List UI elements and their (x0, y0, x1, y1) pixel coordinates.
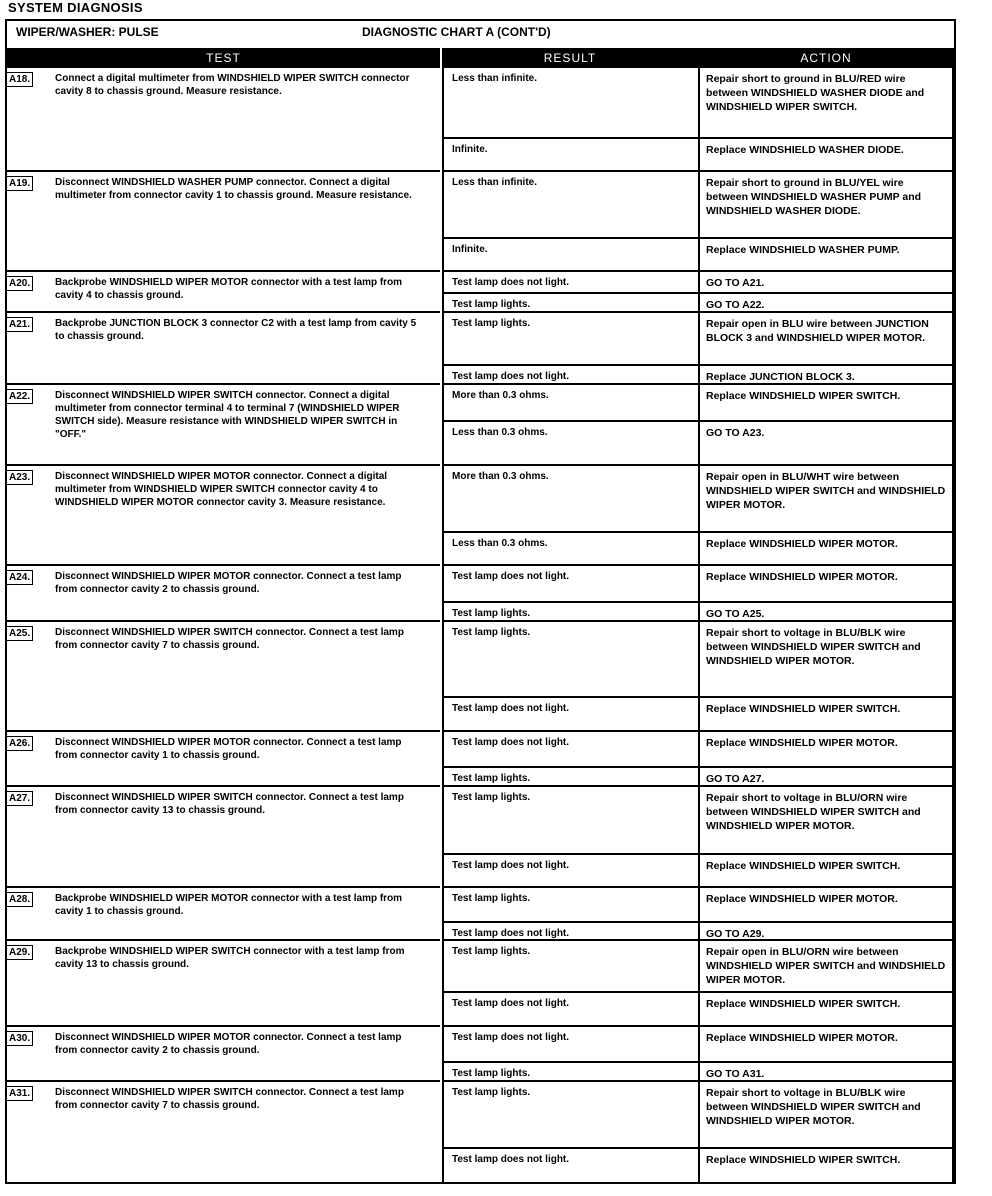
test-instruction: Disconnect WINDSHIELD WIPER MOTOR connector. Connect a test lamp from connector cavity 2 to chassis ground. (55, 1032, 402, 1056)
result-cell: Test lamp does not light. (442, 923, 698, 941)
test-step (7, 566, 440, 622)
step-id: A26. (7, 736, 33, 751)
action-cell: Replace WINDSHIELD WIPER SWITCH. (698, 698, 954, 732)
test-step (7, 466, 440, 566)
action-cell: GO TO A27. (698, 768, 954, 787)
test-instruction: Disconnect WINDSHIELD WIPER SWITCH connector. Connect a digital multimeter from connector terminal 4 to terminal 7 (WINDSHIELD WIPER SWITCH side). Measure resistance with WINDSHIELD WIPER SWITCH in "OFF." (55, 390, 400, 440)
action-cell: Replace WINDSHIELD WASHER DIODE. (698, 139, 954, 172)
action-cell: Repair short to voltage in BLU/BLK wire between WINDSHIELD WIPER SWITCH and WINDSHIELD WIPER MOTOR. (698, 622, 954, 698)
test-instruction: Disconnect WINDSHIELD WIPER MOTOR connector. Connect a test lamp from connector cavity 1 to chassis ground. (55, 737, 402, 761)
action-cell: Repair short to ground in BLU/YEL wire between WINDSHIELD WASHER PUMP and WINDSHIELD WASHER DIODE. (698, 172, 954, 239)
result-cell: Test lamp does not light. (442, 366, 698, 385)
result-cell: Less than infinite. (442, 172, 698, 239)
step-id: A27. (7, 791, 33, 806)
result-cell: Test lamp lights. (442, 768, 698, 787)
action-cell: Replace WINDSHIELD WIPER MOTOR. (698, 566, 954, 603)
step-id: A29. (7, 945, 33, 960)
action-cell: Repair short to voltage in BLU/BLK wire between WINDSHIELD WIPER SWITCH and WINDSHIELD WIPER MOTOR. (698, 1082, 954, 1149)
test-instruction: Backprobe WINDSHIELD WIPER MOTOR connector with a test lamp from cavity 1 to chassis ground. (55, 893, 403, 917)
action-cell: Repair open in BLU wire between JUNCTION BLOCK 3 and WINDSHIELD WIPER MOTOR. (698, 313, 954, 366)
step-id: A22. (7, 389, 33, 404)
result-cell: Test lamp lights. (442, 1063, 698, 1082)
action-cell: GO TO A21. (698, 272, 954, 294)
test-instruction: Connect a digital multimeter from WINDSHIELD WIPER SWITCH connector cavity 8 to chassis ground. Measure resistance. (55, 73, 410, 97)
result-cell: Infinite. (442, 139, 698, 172)
step-id: A31. (7, 1086, 33, 1101)
column-header-result: RESULT (442, 48, 698, 68)
step-id: A20. (7, 276, 33, 291)
result-cell: More than 0.3 ohms. (442, 466, 698, 533)
action-cell: Replace WINDSHIELD WIPER MOTOR. (698, 888, 954, 923)
test-step (7, 787, 440, 888)
result-cell: Test lamp lights. (442, 941, 698, 993)
step-id: A28. (7, 892, 33, 907)
action-cell: Repair short to ground in BLU/RED wire between WINDSHIELD WASHER DIODE and WINDSHIELD WIPER SWITCH. (698, 68, 954, 139)
result-cell: Test lamp does not light. (442, 1027, 698, 1063)
result-cell: Test lamp does not light. (442, 566, 698, 603)
column-header-action: ACTION (698, 48, 954, 68)
action-cell: GO TO A22. (698, 294, 954, 313)
step-id: A24. (7, 570, 33, 585)
result-cell: Less than infinite. (442, 68, 698, 139)
action-cell: Replace JUNCTION BLOCK 3. (698, 366, 954, 385)
test-instruction: Disconnect WINDSHIELD WIPER SWITCH connector. Connect a test lamp from connector cavity 13 to chassis ground. (55, 792, 404, 816)
action-cell: Replace WINDSHIELD WIPER MOTOR. (698, 533, 954, 566)
test-instruction: Disconnect WINDSHIELD WIPER MOTOR connector. Connect a digital multimeter from WINDSHIELD WIPER SWITCH connector cavity 4 to WINDSHIELD WIPER MOTOR connector cavity 3. Measure resistance. (55, 471, 388, 508)
action-cell: Replace WINDSHIELD WIPER MOTOR. (698, 1027, 954, 1063)
test-instruction: Disconnect WINDSHIELD WIPER MOTOR connector. Connect a test lamp from connector cavity 2 to chassis ground. (55, 571, 402, 595)
action-cell: Replace WINDSHIELD WIPER SWITCH. (698, 1149, 954, 1184)
result-cell: Test lamp lights. (442, 888, 698, 923)
test-step (7, 68, 440, 172)
system-name: WIPER/WASHER: PULSE (16, 25, 159, 39)
test-step (7, 1082, 440, 1184)
result-cell: Test lamp does not light. (442, 732, 698, 768)
action-cell: Repair short to voltage in BLU/ORN wire between WINDSHIELD WIPER SWITCH and WINDSHIELD WIPER MOTOR. (698, 787, 954, 855)
action-cell: Replace WINDSHIELD WIPER SWITCH. (698, 855, 954, 888)
result-cell: Test lamp does not light. (442, 1149, 698, 1184)
result-cell: Less than 0.3 ohms. (442, 533, 698, 566)
result-cell: Test lamp does not light. (442, 698, 698, 732)
action-cell: Repair open in BLU/WHT wire between WINDSHIELD WIPER SWITCH and WINDSHIELD WIPER MOTOR. (698, 466, 954, 533)
result-cell: Test lamp lights. (442, 1082, 698, 1149)
test-instruction: Backprobe JUNCTION BLOCK 3 connector C2 with a test lamp from cavity 5 to chassis ground. (55, 318, 417, 342)
result-cell: Test lamp does not light. (442, 855, 698, 888)
test-instruction: Backprobe WINDSHIELD WIPER MOTOR connector with a test lamp from cavity 4 to chassis ground. (55, 277, 403, 301)
test-step (7, 385, 440, 466)
action-cell: GO TO A25. (698, 603, 954, 622)
test-step (7, 622, 440, 732)
result-cell: Test lamp lights. (442, 622, 698, 698)
action-cell: Replace WINDSHIELD WASHER PUMP. (698, 239, 954, 272)
test-step (7, 888, 440, 941)
test-instruction: Disconnect WINDSHIELD WIPER SWITCH connector. Connect a test lamp from connector cavity 7 to chassis ground. (55, 1087, 404, 1111)
result-cell: Test lamp lights. (442, 603, 698, 622)
result-cell: More than 0.3 ohms. (442, 385, 698, 422)
action-cell: Replace WINDSHIELD WIPER MOTOR. (698, 732, 954, 768)
result-cell: Test lamp lights. (442, 787, 698, 855)
test-step (7, 941, 440, 1027)
step-id: A30. (7, 1031, 33, 1046)
test-step (7, 732, 440, 787)
step-id: A25. (7, 626, 33, 641)
result-cell: Less than 0.3 ohms. (442, 422, 698, 466)
result-cell: Test lamp does not light. (442, 272, 698, 294)
step-id: A19. (7, 176, 33, 191)
action-cell: Replace WINDSHIELD WIPER SWITCH. (698, 385, 954, 422)
action-cell: GO TO A23. (698, 422, 954, 466)
step-id: A23. (7, 470, 33, 485)
action-cell: GO TO A31. (698, 1063, 954, 1082)
test-instruction: Disconnect WINDSHIELD WIPER SWITCH connector. Connect a test lamp from connector cavity 7 to chassis ground. (55, 627, 404, 651)
test-step (7, 172, 440, 272)
test-step (7, 1027, 440, 1082)
test-instruction: Backprobe WINDSHIELD WIPER SWITCH connector with a test lamp from cavity 13 to chassis ground. (55, 946, 405, 970)
result-cell: Test lamp does not light. (442, 993, 698, 1027)
column-header-test: TEST (7, 48, 440, 68)
chart-header (7, 21, 954, 46)
result-cell: Test lamp lights. (442, 313, 698, 366)
result-cell: Infinite. (442, 239, 698, 272)
action-cell: Repair open in BLU/ORN wire between WINDSHIELD WIPER SWITCH and WINDSHIELD WIPER MOTOR. (698, 941, 954, 993)
result-cell: Test lamp lights. (442, 294, 698, 313)
step-id: A18. (7, 72, 33, 87)
test-step (7, 272, 440, 313)
step-id: A21. (7, 317, 33, 332)
test-step (7, 313, 440, 385)
action-cell: Replace WINDSHIELD WIPER SWITCH. (698, 993, 954, 1027)
action-cell: GO TO A29. (698, 923, 954, 941)
test-instruction: Disconnect WINDSHIELD WASHER PUMP connector. Connect a digital multimeter from connector cavity 1 to chassis ground. Measure resistance. (55, 177, 412, 201)
chart-name: DIAGNOSTIC CHART A (CONT'D) (362, 25, 551, 39)
page-title: SYSTEM DIAGNOSIS (8, 0, 143, 15)
